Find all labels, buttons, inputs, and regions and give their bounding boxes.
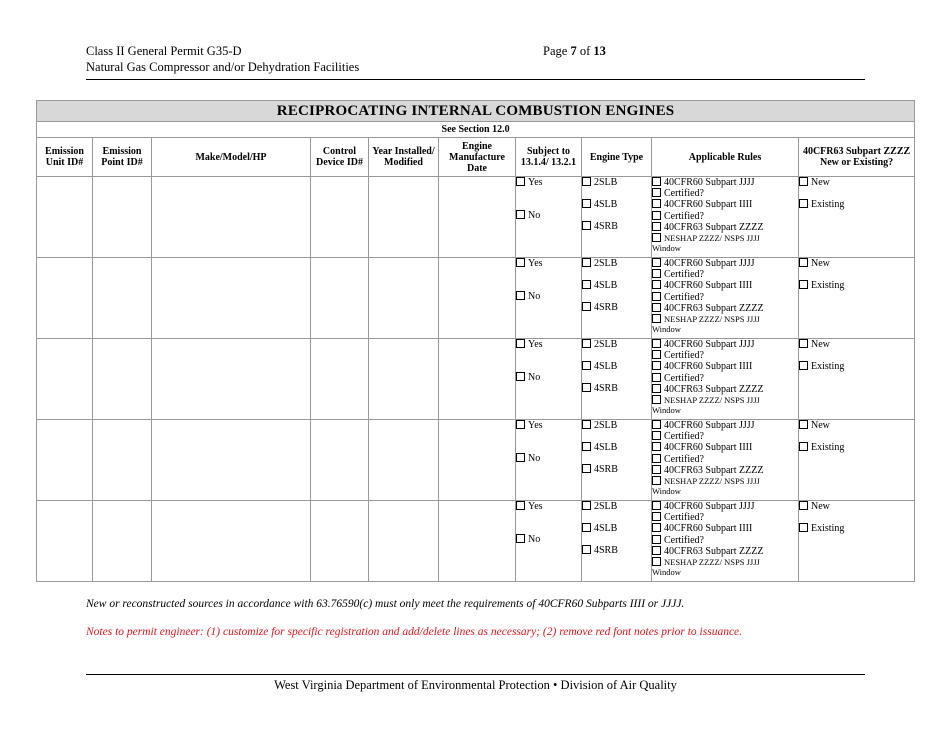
rule-checkbox[interactable]: 40CFR60 Subpart IIII (652, 280, 798, 291)
rule-window-label: Window (652, 486, 681, 497)
column-header-manufacture-date: Engine Manufacture Date (439, 138, 516, 177)
permit-engineer-note: Notes to permit engineer: (1) customize for specific registration and add/delete lines as necessary; (2) remove red font notes prior to issuance. (86, 626, 743, 638)
cell-manufacture-date[interactable] (439, 258, 516, 339)
cell-new-or-existing (799, 501, 915, 582)
column-header-applicable-rules: Applicable Rules (652, 138, 799, 177)
no-checkbox[interactable]: No (516, 210, 581, 243)
rule-checkbox[interactable]: 40CFR60 Subpart JJJJ (652, 501, 798, 512)
rice-table (36, 100, 915, 582)
cell-subject-to (516, 501, 582, 582)
checkbox-icon[interactable] (652, 523, 661, 532)
rule-checkbox[interactable]: 40CFR60 Subpart IIII (652, 199, 798, 210)
rule-checkbox[interactable]: 40CFR63 Subpart ZZZZ (652, 384, 798, 395)
table-title: RECIPROCATING INTERNAL COMBUSTION ENGINES (37, 101, 915, 122)
rule-checkbox[interactable]: Certified? (652, 535, 798, 546)
checkbox-icon[interactable] (652, 258, 661, 267)
cell-year-installed[interactable] (369, 339, 439, 420)
rule-checkbox[interactable]: NESHAP ZZZZ/ NSPS JJJJ (652, 233, 798, 243)
new-checkbox[interactable]: New (799, 258, 914, 280)
cell-engine-type (582, 420, 652, 501)
checkbox-icon[interactable] (652, 420, 661, 429)
checkbox-icon[interactable] (652, 188, 661, 197)
no-checkbox[interactable]: No (516, 372, 581, 405)
checkbox-icon[interactable] (799, 280, 808, 289)
cell-make-model[interactable] (152, 258, 311, 339)
column-header-year-installed: Year Installed/ Modified (369, 138, 439, 177)
column-header-engine-type: Engine Type (582, 138, 652, 177)
cell-subject-to (516, 420, 582, 501)
checkbox-icon[interactable] (652, 476, 661, 485)
checkbox-icon[interactable] (652, 512, 661, 521)
document-header (86, 43, 359, 75)
checkbox-icon[interactable] (582, 545, 591, 554)
cell-engine-type (582, 339, 652, 420)
checkbox-icon[interactable] (582, 302, 591, 311)
checkbox-icon[interactable] (582, 280, 591, 289)
cell-new-or-existing (799, 258, 915, 339)
new-checkbox[interactable]: New (799, 501, 914, 523)
checkbox-icon[interactable] (516, 534, 525, 543)
cell-engine-type (582, 177, 652, 258)
table-row (37, 177, 915, 258)
checkbox-icon[interactable] (582, 258, 591, 267)
checkbox-icon[interactable] (582, 501, 591, 510)
rule-checkbox[interactable]: 40CFR63 Subpart ZZZZ (652, 546, 798, 557)
engine-4slb-checkbox[interactable]: 4SLB (582, 442, 651, 464)
yes-checkbox[interactable]: Yes (516, 420, 581, 453)
existing-checkbox[interactable]: Existing (799, 442, 914, 464)
checkbox-icon[interactable] (652, 373, 661, 382)
cell-point-id[interactable] (93, 258, 152, 339)
checkbox-icon[interactable] (516, 501, 525, 510)
checkbox-icon[interactable] (652, 535, 661, 544)
reconstruction-note: New or reconstructed sources in accordance with 63.76590(c) must only meet the requirements of 40CFR60 Subparts IIII or JJJJ. (86, 598, 685, 610)
column-headers (37, 138, 915, 177)
engine-4slb-checkbox[interactable]: 4SLB (582, 280, 651, 302)
rule-window-label: Window (652, 243, 681, 254)
cell-applicable-rules (652, 420, 799, 501)
cell-make-model[interactable] (152, 177, 311, 258)
cell-unit-id[interactable] (37, 339, 93, 420)
cell-subject-to (516, 339, 582, 420)
rule-checkbox[interactable]: 40CFR63 Subpart ZZZZ (652, 303, 798, 314)
cell-make-model[interactable] (152, 420, 311, 501)
checkbox-icon[interactable] (652, 557, 661, 566)
checkbox-icon[interactable] (652, 269, 661, 278)
permit-title: Class II General Permit G35-D (86, 44, 242, 58)
checkbox-icon[interactable] (582, 464, 591, 473)
engine-4srb-checkbox[interactable]: 4SRB (582, 464, 651, 486)
checkbox-icon[interactable] (516, 210, 525, 219)
rule-checkbox[interactable]: NESHAP ZZZZ/ NSPS JJJJ (652, 476, 798, 486)
new-checkbox[interactable]: New (799, 339, 914, 361)
cell-manufacture-date[interactable] (439, 339, 516, 420)
checkbox-icon[interactable] (652, 233, 661, 242)
rule-checkbox[interactable]: Certified? (652, 373, 798, 384)
engine-4srb-checkbox[interactable]: 4SRB (582, 221, 651, 243)
checkbox-icon[interactable] (799, 501, 808, 510)
checkbox-icon[interactable] (516, 258, 525, 267)
cell-control-device[interactable] (311, 339, 369, 420)
engine-2slb-checkbox[interactable]: 2SLB (582, 177, 651, 199)
checkbox-icon[interactable] (652, 222, 661, 231)
engine-4srb-checkbox[interactable]: 4SRB (582, 383, 651, 405)
checkbox-icon[interactable] (652, 199, 661, 208)
new-checkbox[interactable]: New (799, 420, 914, 442)
checkbox-icon[interactable] (582, 177, 591, 186)
rule-checkbox[interactable]: 40CFR60 Subpart JJJJ (652, 420, 798, 431)
cell-point-id[interactable] (93, 177, 152, 258)
cell-year-installed[interactable] (369, 177, 439, 258)
rule-checkbox[interactable]: Certified? (652, 292, 798, 303)
header-divider (86, 79, 865, 80)
cell-applicable-rules (652, 501, 799, 582)
engine-4slb-checkbox[interactable]: 4SLB (582, 199, 651, 221)
rule-checkbox[interactable]: Certified? (652, 211, 798, 222)
table-row (37, 339, 915, 420)
cell-engine-type (582, 501, 652, 582)
cell-manufacture-date[interactable] (439, 177, 516, 258)
rule-checkbox[interactable]: NESHAP ZZZZ/ NSPS JJJJ (652, 314, 798, 324)
checkbox-icon[interactable] (652, 177, 661, 186)
engine-2slb-checkbox[interactable]: 2SLB (582, 339, 651, 361)
checkbox-icon[interactable] (652, 314, 661, 323)
checkbox-icon[interactable] (652, 303, 661, 312)
no-checkbox[interactable]: No (516, 534, 581, 567)
rule-checkbox[interactable]: Certified? (652, 454, 798, 465)
checkbox-icon[interactable] (799, 361, 808, 370)
rule-checkbox[interactable]: 40CFR60 Subpart IIII (652, 361, 798, 372)
cell-unit-id[interactable] (37, 177, 93, 258)
cell-unit-id[interactable] (37, 501, 93, 582)
table-row (37, 501, 915, 582)
cell-make-model[interactable] (152, 501, 311, 582)
cell-control-device[interactable] (311, 501, 369, 582)
cell-new-or-existing (799, 339, 915, 420)
facility-type: Natural Gas Compressor and/or Dehydration Facilities (86, 60, 360, 74)
cell-point-id[interactable] (93, 420, 152, 501)
cell-year-installed[interactable] (369, 501, 439, 582)
rule-checkbox[interactable]: 40CFR60 Subpart IIII (652, 523, 798, 534)
rule-checkbox[interactable]: Certified? (652, 188, 798, 199)
rule-checkbox[interactable]: Certified? (652, 512, 798, 523)
cell-year-installed[interactable] (369, 420, 439, 501)
checkbox-icon[interactable] (652, 361, 661, 370)
rule-checkbox[interactable]: 40CFR60 Subpart JJJJ (652, 339, 798, 350)
rule-window-label: Window (652, 567, 681, 578)
checkbox-icon[interactable] (799, 258, 808, 267)
checkbox-icon[interactable] (582, 420, 591, 429)
cell-manufacture-date[interactable] (439, 420, 516, 501)
cell-applicable-rules (652, 177, 799, 258)
cell-unit-id[interactable] (37, 258, 93, 339)
rule-checkbox[interactable]: 40CFR63 Subpart ZZZZ (652, 465, 798, 476)
engine-4slb-checkbox[interactable]: 4SLB (582, 523, 651, 545)
rule-checkbox[interactable]: NESHAP ZZZZ/ NSPS JJJJ (652, 395, 798, 405)
checkbox-icon[interactable] (582, 361, 591, 370)
no-checkbox[interactable]: No (516, 291, 581, 324)
table-row (37, 258, 915, 339)
checkbox-icon[interactable] (516, 339, 525, 348)
checkbox-icon[interactable] (652, 292, 661, 301)
cell-applicable-rules (652, 258, 799, 339)
rule-checkbox[interactable]: Certified? (652, 269, 798, 280)
engine-4slb-checkbox[interactable]: 4SLB (582, 361, 651, 383)
no-checkbox[interactable]: No (516, 453, 581, 486)
cell-new-or-existing (799, 177, 915, 258)
footer-divider (86, 674, 865, 675)
new-checkbox[interactable]: New (799, 177, 914, 199)
rule-checkbox[interactable]: 40CFR60 Subpart JJJJ (652, 177, 798, 188)
checkbox-icon[interactable] (652, 350, 661, 359)
checkbox-icon[interactable] (516, 420, 525, 429)
column-header-control-device: Control Device ID# (311, 138, 369, 177)
table-body (37, 177, 915, 582)
cell-applicable-rules (652, 339, 799, 420)
checkbox-icon[interactable] (652, 454, 661, 463)
yes-checkbox[interactable]: Yes (516, 177, 581, 210)
column-header-point-id: Emission Point ID# (93, 138, 152, 177)
checkbox-icon[interactable] (652, 465, 661, 474)
cell-control-device[interactable] (311, 258, 369, 339)
cell-subject-to (516, 177, 582, 258)
checkbox-icon[interactable] (516, 372, 525, 381)
cell-manufacture-date[interactable] (439, 501, 516, 582)
existing-checkbox[interactable]: Existing (799, 280, 914, 302)
page-number: Page 7 of 13 (543, 44, 606, 58)
checkbox-icon[interactable] (799, 420, 808, 429)
rule-window-label: Window (652, 324, 681, 335)
checkbox-icon[interactable] (799, 177, 808, 186)
cell-control-device[interactable] (311, 177, 369, 258)
rule-checkbox[interactable]: Certified? (652, 431, 798, 442)
checkbox-icon[interactable] (582, 199, 591, 208)
column-header-unit-id: Emission Unit ID# (37, 138, 93, 177)
engine-4srb-checkbox[interactable]: 4SRB (582, 545, 651, 567)
rule-checkbox[interactable]: 40CFR63 Subpart ZZZZ (652, 222, 798, 233)
cell-point-id[interactable] (93, 339, 152, 420)
checkbox-icon[interactable] (799, 339, 808, 348)
checkbox-icon[interactable] (799, 199, 808, 208)
column-header-new-or-existing: 40CFR63 Subpart ZZZZ New or Existing? (799, 138, 915, 177)
engine-2slb-checkbox[interactable]: 2SLB (582, 258, 651, 280)
checkbox-icon[interactable] (652, 280, 661, 289)
rule-window-label: Window (652, 405, 681, 416)
rule-checkbox[interactable]: 40CFR60 Subpart JJJJ (652, 258, 798, 269)
checkbox-icon[interactable] (652, 546, 661, 555)
existing-checkbox[interactable]: Existing (799, 361, 914, 383)
engine-4srb-checkbox[interactable]: 4SRB (582, 302, 651, 324)
checkbox-icon[interactable] (652, 339, 661, 348)
footer-agency: West Virginia Department of Environmental Protection • Division of Air Quality (274, 678, 677, 692)
table-row (37, 420, 915, 501)
checkbox-icon[interactable] (582, 383, 591, 392)
checkbox-icon[interactable] (799, 442, 808, 451)
column-header-make-model: Make/Model/HP (152, 138, 311, 177)
engine-2slb-checkbox[interactable]: 2SLB (582, 501, 651, 523)
checkbox-icon[interactable] (516, 291, 525, 300)
column-header-subject-to: Subject to 13.1.4/ 13.2.1 (516, 138, 582, 177)
cell-point-id[interactable] (93, 501, 152, 582)
checkbox-icon[interactable] (652, 384, 661, 393)
checkbox-icon[interactable] (582, 442, 591, 451)
cell-subject-to (516, 258, 582, 339)
rule-checkbox[interactable]: 40CFR60 Subpart IIII (652, 442, 798, 453)
checkbox-icon[interactable] (652, 395, 661, 404)
section-reference: See Section 12.0 (37, 122, 915, 138)
checkbox-icon[interactable] (652, 501, 661, 510)
cell-year-installed[interactable] (369, 258, 439, 339)
cell-make-model[interactable] (152, 339, 311, 420)
checkbox-icon[interactable] (652, 211, 661, 220)
checkbox-icon[interactable] (652, 442, 661, 451)
rule-checkbox[interactable]: Certified? (652, 350, 798, 361)
cell-new-or-existing (799, 420, 915, 501)
checkbox-icon[interactable] (652, 431, 661, 440)
yes-checkbox[interactable]: Yes (516, 501, 581, 534)
checkbox-icon[interactable] (799, 523, 808, 532)
rule-checkbox[interactable]: NESHAP ZZZZ/ NSPS JJJJ (652, 557, 798, 567)
yes-checkbox[interactable]: Yes (516, 339, 581, 372)
yes-checkbox[interactable]: Yes (516, 258, 581, 291)
checkbox-icon[interactable] (582, 339, 591, 348)
engine-2slb-checkbox[interactable]: 2SLB (582, 420, 651, 442)
cell-engine-type (582, 258, 652, 339)
checkbox-icon[interactable] (516, 453, 525, 462)
existing-checkbox[interactable]: Existing (799, 523, 914, 545)
cell-unit-id[interactable] (37, 420, 93, 501)
existing-checkbox[interactable]: Existing (799, 199, 914, 221)
checkbox-icon[interactable] (582, 221, 591, 230)
cell-control-device[interactable] (311, 420, 369, 501)
checkbox-icon[interactable] (582, 523, 591, 532)
checkbox-icon[interactable] (516, 177, 525, 186)
